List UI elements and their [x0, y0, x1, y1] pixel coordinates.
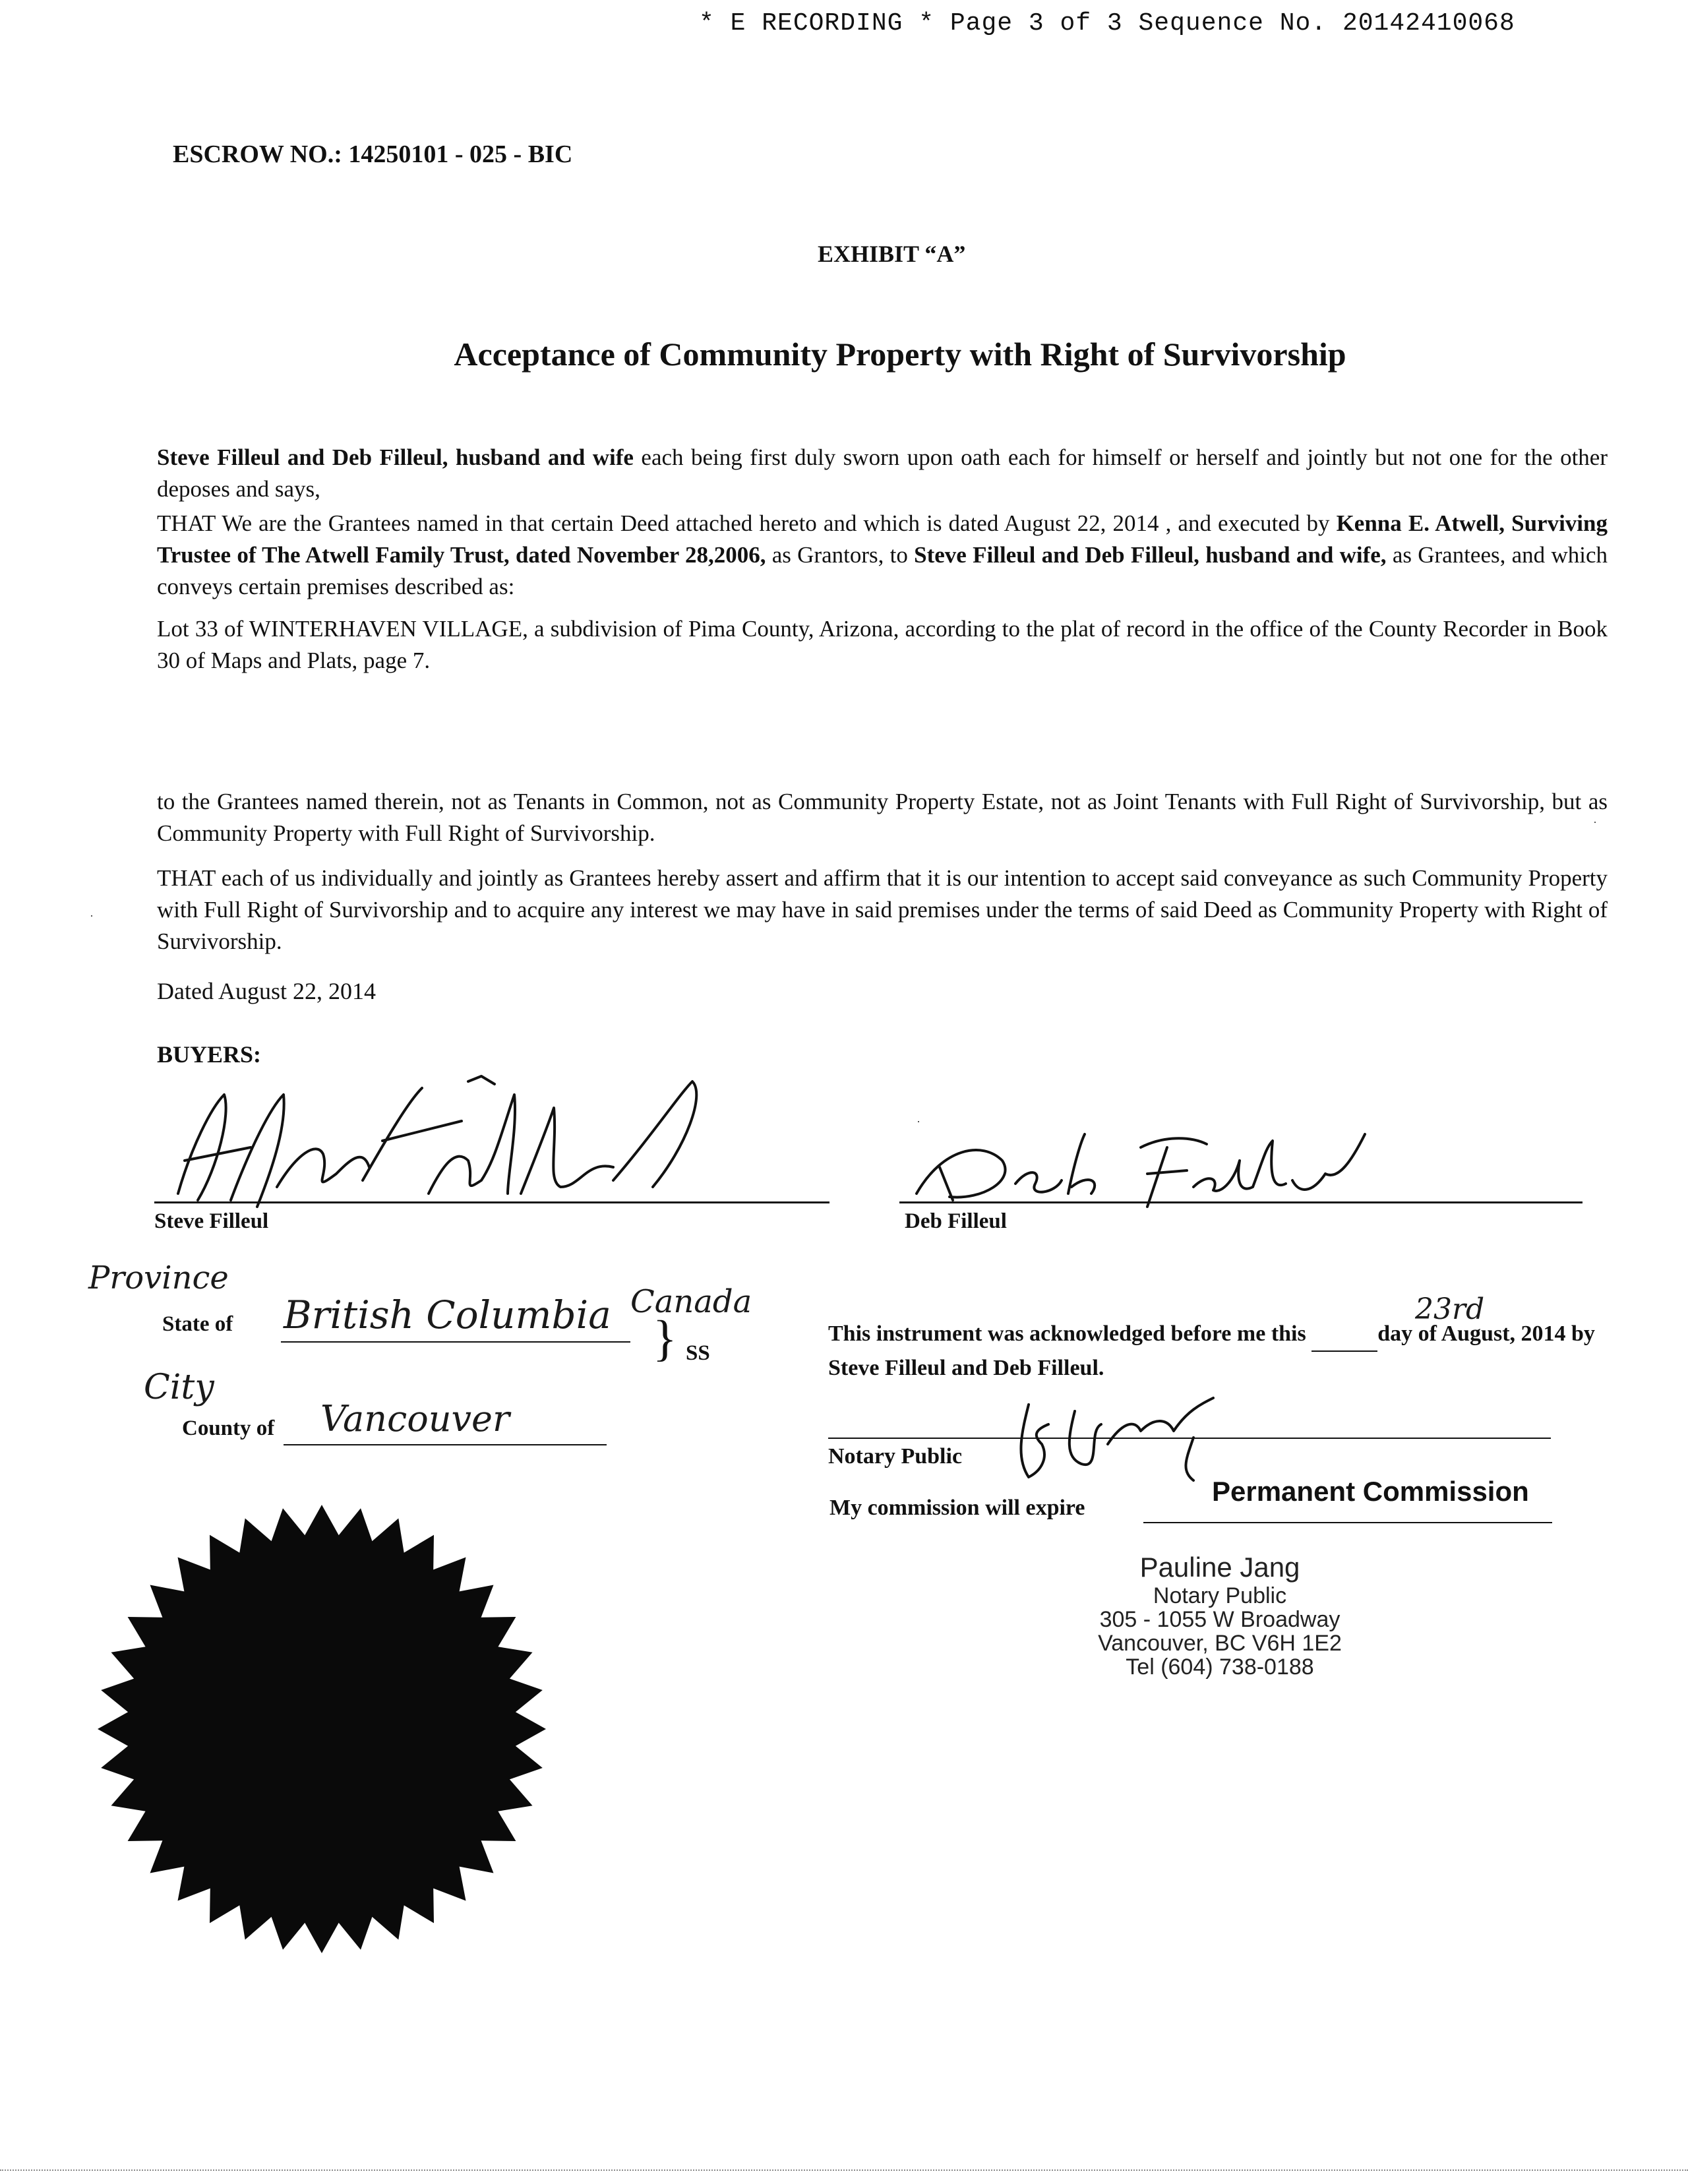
state-label: State of [162, 1312, 233, 1336]
deb-signature [903, 1121, 1378, 1213]
escrow-number: ESCROW NO.: 14250101 - 025 - BIC [173, 140, 573, 168]
grantee-names: Steve Filleul and Deb Filleul, husband and wife [157, 444, 634, 470]
city-handwritten: City [144, 1368, 214, 1407]
county-value-handwritten: Vancouver [320, 1398, 510, 1440]
steve-signature-line [154, 1201, 829, 1203]
buyers-label: BUYERS: [157, 1041, 262, 1068]
notary-name: Pauline Jang [1139, 1552, 1300, 1583]
deed-text-c: as Grantees, and which conveys certain premises described as: [157, 542, 1608, 599]
oath-text: each being first duly sworn upon oath each for himself or herself and jointly but not one for the other deposes and says, [157, 444, 1608, 502]
commission-value: Permanent Commission [1212, 1476, 1529, 1507]
deed-text-a: THAT We are the Grantees named in that certain Deed attached hereto and which is dated August 22, 2014 , and executed by [157, 510, 1337, 536]
grantor-names: Kenna E. Atwell, Surviving Trustee of The Atwell Family Trust, dated November 28,2006, [157, 510, 1608, 568]
paragraph-deed [157, 508, 1608, 603]
canada-handwritten: Canada [630, 1283, 752, 1320]
page-bottom-rule [0, 2169, 1688, 2172]
scan-mark [91, 915, 92, 917]
ss-label: SS [686, 1341, 710, 1365]
paragraph-tenancy: to the Grantees named therein, not as Tenants in Common, not as Community Property Estate, not as Joint Tenants with Full Right of Survivorship, but as Community Property with Full Right of Survivorship. [157, 789, 1608, 846]
scan-mark [1594, 822, 1596, 823]
exhibit-label: EXHIBIT “A” [818, 241, 966, 267]
scan-mark [918, 1121, 919, 1122]
deb-signature-line [899, 1201, 1582, 1203]
paragraph-affirmation: THAT each of us individually and jointly as Grantees hereby assert and affirm that it is our intention to accept said conveyance as such Community Property with Full Right of Survivorship and to acquire any interest we may have in said premises under the terms of said Deed as Community Property with Right of Survivorship. [157, 865, 1608, 954]
county-line [284, 1444, 607, 1445]
state-value-handwritten: British Columbia [284, 1292, 611, 1337]
dated-line: Dated August 22, 2014 [157, 978, 376, 1004]
acknowledgment-text [828, 1318, 1600, 1385]
document-title: Acceptance of Community Property with Right of Survivorship [454, 336, 1346, 373]
notary-public-label: Notary Public [828, 1444, 963, 1469]
notary-signature-line [828, 1438, 1551, 1439]
legal-description: Lot 33 of WINTERHAVEN VILLAGE, a subdivision of Pima County, Arizona, according to the plat of record in the office of the County Recorder in Book 30 of Maps and Plats, page 7. [157, 616, 1608, 673]
notary-title: Notary Public [1153, 1583, 1287, 1608]
province-handwritten: Province [88, 1259, 229, 1296]
notary-phone: Tel (604) 738-0188 [1126, 1654, 1314, 1680]
commission-line [1143, 1522, 1552, 1523]
state-line [281, 1341, 630, 1343]
ack-day-blank [1311, 1318, 1377, 1352]
paragraph-oath [157, 442, 1608, 505]
commission-label: My commission will expire [829, 1496, 1085, 1520]
deed-text-b: as Grantors, to [766, 542, 915, 568]
grantee-names-2: Steve Filleul and Deb Filleul, husband and wife, [914, 542, 1387, 568]
notary-stamp [1062, 1551, 1378, 1679]
ack-text-b: day of August, 2014 by [1377, 1321, 1595, 1346]
ack-text-a: This instrument was acknowledged before me this [828, 1321, 1312, 1346]
notary-address-2: Vancouver, BC V6H 1E2 [1098, 1631, 1342, 1656]
notary-address-1: 305 - 1055 W Broadway [1099, 1607, 1341, 1632]
ack-day-handwritten: 23rd [1415, 1292, 1485, 1326]
steve-signature [152, 1068, 719, 1220]
notary-seal [91, 1498, 553, 1960]
county-label: County of [182, 1416, 275, 1440]
deb-name-label: Deb Filleul [905, 1209, 1007, 1233]
ack-names: Steve Filleul and Deb Filleul. [828, 1356, 1104, 1380]
recording-header: * E RECORDING * Page 3 of 3 Sequence No. 20142410068 [699, 9, 1515, 38]
steve-name-label: Steve Filleul [154, 1209, 269, 1233]
venue-brace: } [653, 1311, 677, 1366]
